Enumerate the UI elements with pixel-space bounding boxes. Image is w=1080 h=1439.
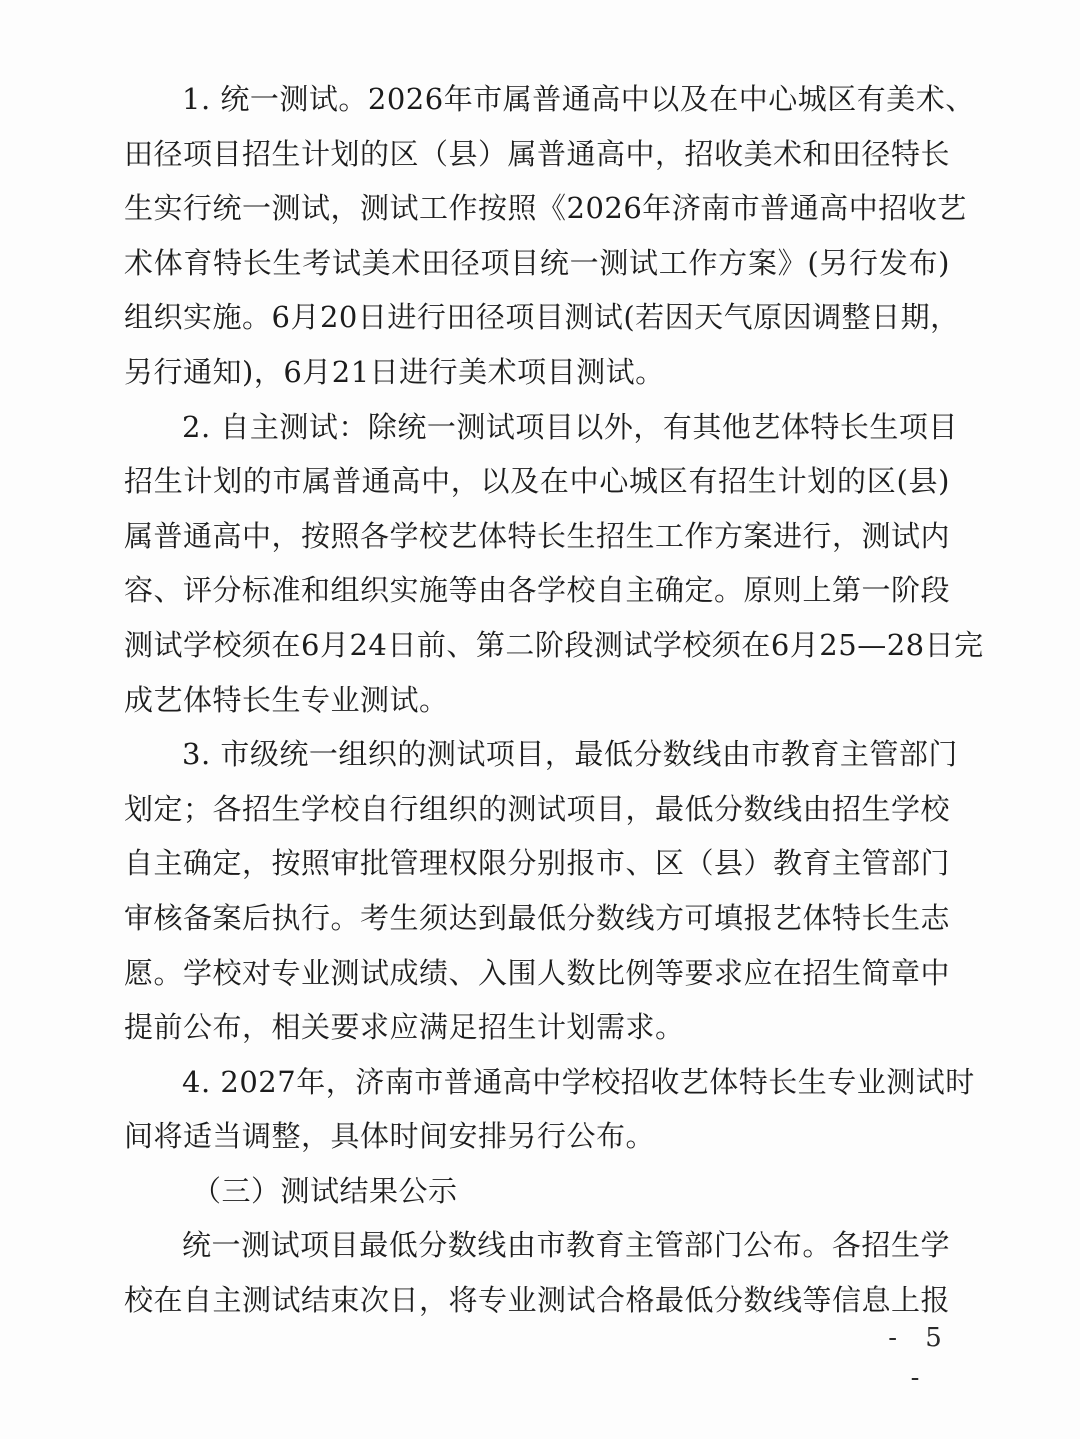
- text-line: 1. 统一测试。2026年市属普通高中以及在中心城区有美术、: [182, 82, 975, 116]
- text-line: 自主确定，按照审批管理权限分别报市、区（县）教育主管部门: [124, 846, 951, 881]
- text-line: 属普通高中，按照各学校艺体特长生招生工作方案进行，测试内: [124, 518, 951, 553]
- text-line: 2. 自主测试：除统一测试项目以外，有其他艺体特长生项目: [182, 409, 958, 444]
- text-line: 校在自主测试结束次日，将专业测试合格最低分数线等信息上报: [124, 1283, 951, 1318]
- text-line: 统一测试项目最低分数线由市教育主管部门公布。各招生学: [182, 1228, 950, 1263]
- paragraph-2027-adjustment: [124, 1055, 975, 1164]
- text-line: 间将适当调整，具体时间安排另行公布。: [124, 1119, 656, 1154]
- text-line: 招生计划的市属普通高中，以及在中心城区有招生计划的区(县): [124, 464, 950, 499]
- text-line: 3. 市级统一组织的测试项目，最低分数线由市教育主管部门: [182, 737, 958, 772]
- paragraph-minimum-score: [124, 727, 958, 1055]
- paragraph-unified-test: [124, 72, 975, 400]
- document-body: [124, 72, 984, 1328]
- text-line: 划定；各招生学校自行组织的测试项目，最低分数线由招生学校: [124, 791, 951, 826]
- text-line: 愿。学校对专业测试成绩、入围人数比例等要求应在招生简章中: [124, 955, 951, 990]
- text-line: 成艺体特长生专业测试。: [124, 682, 449, 717]
- text-line: 测试学校须在6月24日前、第二阶段测试学校须在6月25—28日完: [124, 627, 984, 662]
- text-line: 审核备案后执行。考生须达到最低分数线方可填报艺体特长生志: [124, 900, 951, 935]
- text-line: 提前公布，相关要求应满足招生计划需求。: [124, 1010, 685, 1045]
- text-line: 术体育特长生考试美术田径项目统一测试工作方案》(另行发布): [124, 245, 950, 280]
- paragraph-independent-test: [124, 400, 984, 728]
- text-line: 另行通知)，6月21日进行美术项目测试。: [124, 354, 665, 389]
- text-line: 生实行统一测试，测试工作按照《2026年济南市普通高中招收艺: [124, 191, 967, 226]
- text-line: 组织实施。6月20日进行田径项目测试(若因天气原因调整日期，: [124, 300, 960, 335]
- text-line: 4. 2027年，济南市普通高中学校招收艺体特长生专业测试时: [182, 1064, 975, 1099]
- section-heading: （三）测试结果公示: [192, 1173, 458, 1208]
- page-number: - 5 -: [888, 1323, 952, 1393]
- text-line: 容、评分标准和组织实施等由各学校自主确定。原则上第一阶段: [124, 573, 951, 608]
- paragraph-result-publicity: [124, 1218, 950, 1327]
- text-line: 田径项目招生计划的区（县）属普通高中，招收美术和田径特长: [124, 136, 951, 171]
